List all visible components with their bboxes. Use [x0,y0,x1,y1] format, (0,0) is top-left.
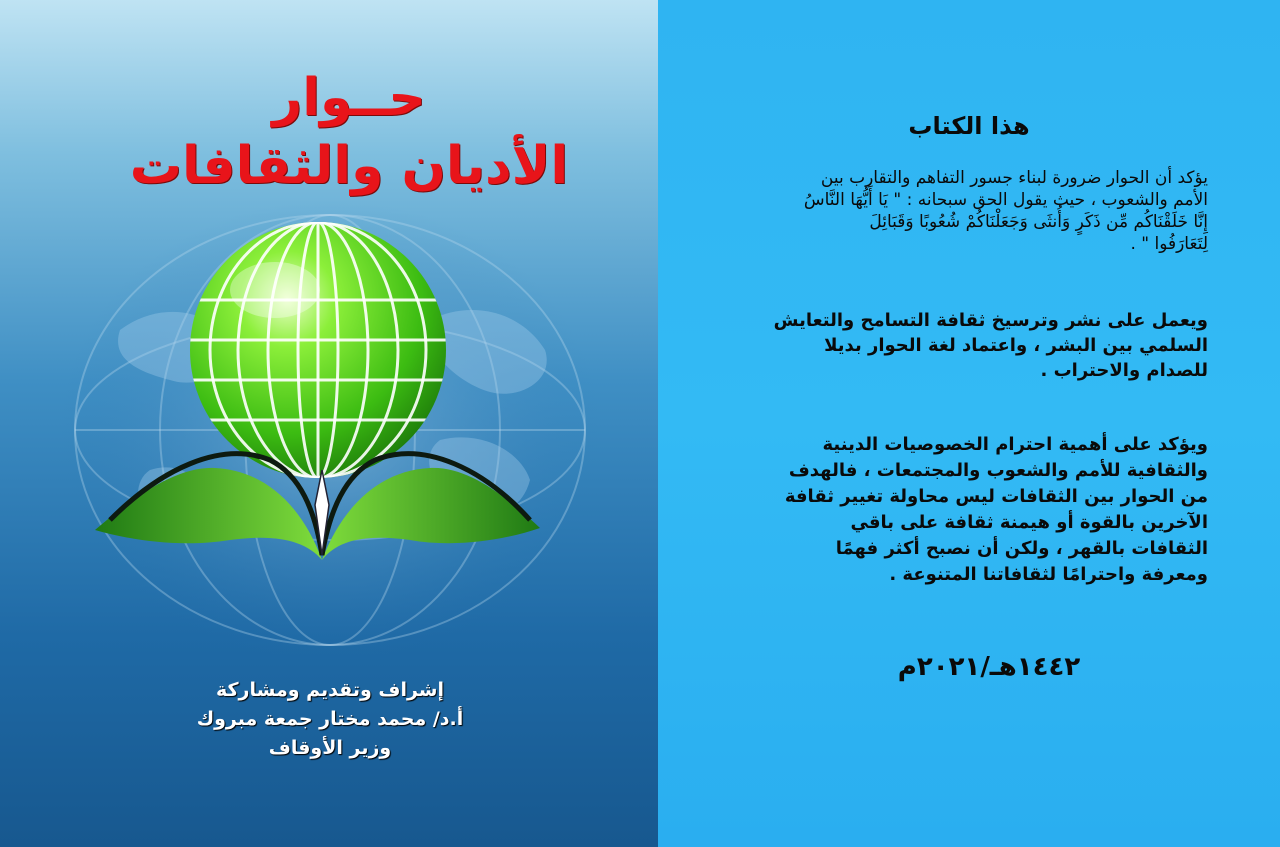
paragraph-line: لِتَعَارَفُوا " . [1130,234,1208,254]
back-cover [658,0,1280,847]
globe-highlight [230,262,320,318]
back-cover-heading: هذا الكتاب [908,112,1030,140]
paragraph-line: الأمم والشعوب ، حيث يقول الحق سبحانه : " يَا أَيُّهَا النَّاسُ [803,190,1208,210]
paragraph-line: السلمي بين البشر ، واعتماد لغة الحوار بديلا [824,335,1208,356]
paragraph-line: الآخرين بالقوة أو هيمنة ثقافة على باقي [850,512,1208,533]
publication-date: ١٤٤٢هـ/٢٠٢١م [897,652,1081,682]
paragraph-line: من الحوار بين الثقافات ليس محاولة تغيير ثقافة [784,486,1208,507]
paragraph-line: والثقافية للأمم والشعوب والمجتمعات ، فالهدف [788,460,1208,481]
paragraph-tolerance [736,308,1208,383]
paragraph-line: للصدام والاحتراب . [1040,360,1208,381]
book-title-line1: حــوار [272,68,426,128]
paragraph-line: إِنَّا خَلَقْنَاكُم مِّن ذَكَرٍ وَأُنثَى وَجَعَلْنَاكُمْ شُعُوبًا وَقَبَائِلَ [869,212,1208,232]
credits-author-name: أ.د/ محمد مختار جمعة مبروك [196,708,464,730]
book-title-line2: الأديان والثقافات [129,136,569,196]
credits-block [100,676,560,763]
paragraph-line: ويؤكد على أهمية احترام الخصوصيات الدينية [822,434,1208,455]
paragraph-respect [736,432,1208,588]
paragraph-line: يؤكد أن الحوار ضرورة لبناء جسور التفاهم والتقارب بين [820,168,1208,188]
paragraph-line: ومعرفة واحترامًا لثقافاتنا المتنوعة . [889,564,1208,585]
paragraph-line: الثقافات بالقهر ، ولكن أن نصبح أكثر فهمًا [835,538,1208,559]
paragraph-dialogue-importance [736,167,1208,255]
credits-supervision: إشراف وتقديم ومشاركة [215,679,444,701]
paragraph-line: ويعمل على نشر وترسيخ ثقافة التسامح والتعايش [773,310,1208,331]
credits-author-title: وزير الأوقاف [268,737,392,759]
